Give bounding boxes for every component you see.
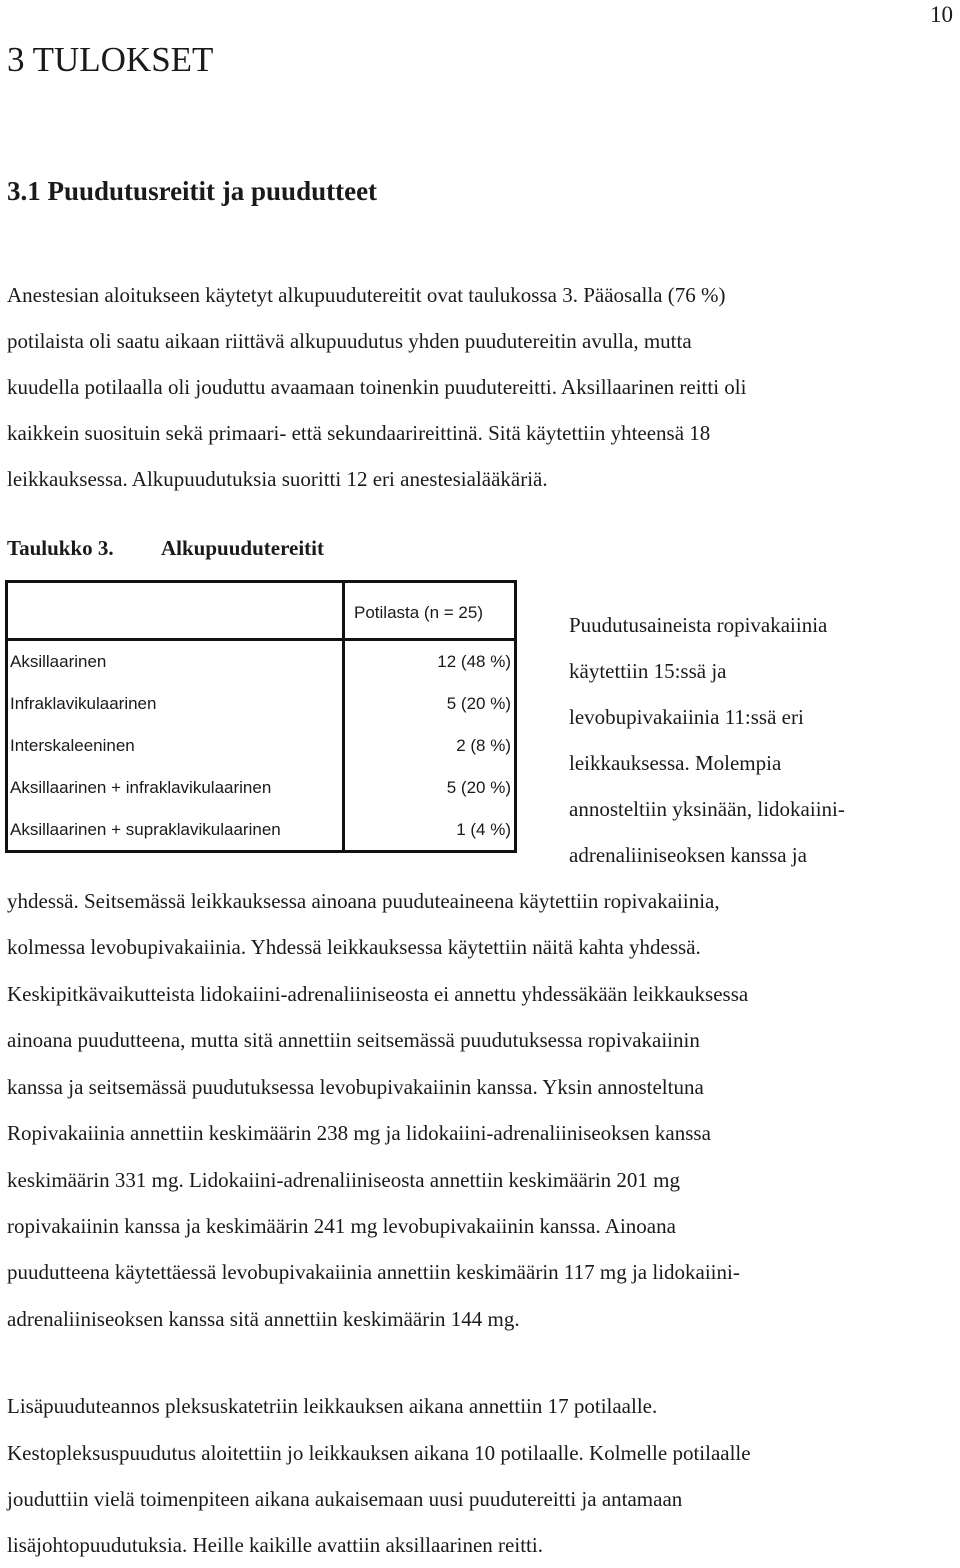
table-row-label: Infraklavikulaarinen [10,694,157,713]
text-line: adrenaliiniseoksen kanssa ja [569,843,807,867]
text-line: lisäjohtopuudutuksia. Heille kaikille avattiin aksillaarinen reitti. [7,1533,543,1557]
text-line: käytettiin 15:ssä ja [569,659,727,683]
table-column-header: Potilasta (n = 25) [354,603,483,622]
table-row-value: 12 (48 %) [437,652,511,671]
text-line: adrenaliiniseoksen kanssa sitä annettiin keskimäärin 144 mg. [7,1307,520,1331]
text-line: Lisäpuuduteannos pleksuskatetriin leikkauksen aikana annettiin 17 potilaalle. [7,1394,658,1418]
table-row-label: Aksillaarinen + supraklavikulaarinen [10,820,281,839]
table-row-value: 1 (4 %) [456,820,511,839]
table-caption-label: Taulukko 3. [7,536,114,560]
text-line: potilaista oli saatu aikaan riittävä alkupuudutus yhden puudutereitin avulla, mutta [7,329,692,353]
text-line: annosteltiin yksinään, lidokaiini- [569,797,845,821]
table-caption-title: Alkupuudutereitit [161,536,324,560]
table-row-label: Aksillaarinen + infraklavikulaarinen [10,778,272,797]
text-line: Anestesian aloitukseen käytetyt alkupuudutereitit ovat taulukossa 3. Pääosalla (76 %) [7,283,726,307]
chapter-heading: 3 TULOKSET [7,40,214,79]
text-line: Kestopleksuspuudutus aloitettiin jo leikkauksen aikana 10 potilaalle. Kolmelle potilaalle [7,1441,751,1465]
table-header-divider [8,638,514,641]
table-row-value: 2 (8 %) [456,736,511,755]
table-row-value: 5 (20 %) [446,694,511,713]
text-line: ainoana puudutteena, mutta sitä annettiin seitsemässä puudutuksessa ropivakaiinin [7,1028,700,1052]
text-line: Keskipitkävaikutteista lidokaiini-adrenaliiniseosta ei annettu yhdessäkään leikkauksessa [7,982,749,1006]
text-line: jouduttiin vielä toimenpiteen aikana aukaisemaan uusi puudutereitti ja antamaan [7,1487,683,1511]
text-line: leikkauksessa. Molempia [569,751,782,775]
text-line: Puudutusaineista ropivakaiinia [569,613,828,637]
text-line: kolmessa levobupivakaiinia. Yhdessä leikkauksessa käytettiin näitä kahta yhdessä. [7,935,701,959]
page-number: 10 [930,2,953,27]
section-heading: 3.1 Puudutusreitit ja puudutteet [7,176,378,206]
text-line: kaikkein suosituin sekä primaari- että sekundaarireittinä. Sitä käytettiin yhteensä 18 [7,421,711,445]
text-line: levobupivakaiinia 11:ssä eri [569,705,804,729]
table-row-label: Interskaleeninen [10,736,135,755]
table-row-value: 5 (20 %) [446,778,511,797]
table-row-label: Aksillaarinen [10,652,107,671]
text-line: ropivakaiinin kanssa ja keskimäärin 241 mg levobupivakaiinin kanssa. Ainoana [7,1214,676,1238]
routes-table [5,580,517,853]
table-column-divider [342,583,345,850]
text-line: kanssa ja seitsemässä puudutuksessa levobupivakaiinin kanssa. Yksin annosteltuna [7,1075,704,1099]
text-line: puudutteena käytettäessä levobupivakaiinia annettiin keskimäärin 117 mg ja lidokaiini- [7,1260,740,1284]
text-line: yhdessä. Seitsemässä leikkauksessa ainoana puuduteaineena käytettiin ropivakaiinia, [7,889,720,913]
text-line: keskimäärin 331 mg. Lidokaiini-adrenaliiniseosta annettiin keskimäärin 201 mg [7,1168,681,1192]
text-line: kuudella potilaalla oli jouduttu avaamaan toinenkin puudutereitti. Aksillaarinen reitti oli [7,375,747,399]
text-line: Ropivakaiinia annettiin keskimäärin 238 mg ja lidokaiini-adrenaliiniseoksen kanssa [7,1121,711,1145]
text-line: leikkauksessa. Alkupuudutuksia suoritti 12 eri anestesialääkäriä. [7,467,548,491]
